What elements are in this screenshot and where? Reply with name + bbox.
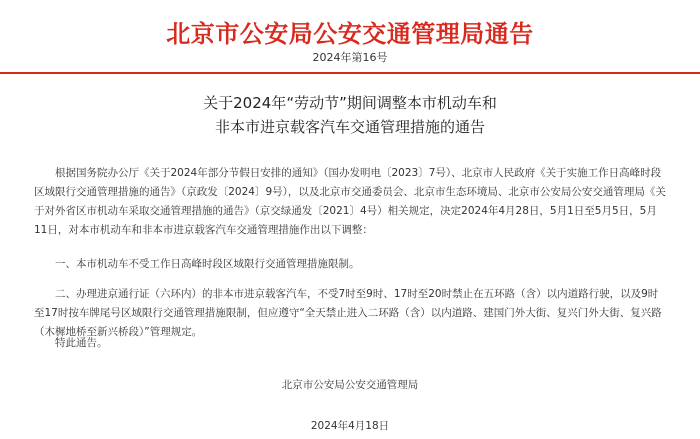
paragraph-item-1: 一、本市机动车不受工作日高峰时段区域限行交通管理措施限制。 <box>55 258 360 270</box>
issue-number: 2024年第16号 <box>312 51 388 64</box>
paragraph-preamble: 根据国务院办公厅《关于2024年部分节假日安排的通知》（国办发明电〔2023〕7号）、北京市人民政府《关于实施工作日高峰时段区域限行交通管理措施的通告》（京政发〔2024〕9号），以及北京市交通委员会、北京市生态环境局、北京市公安局公安交通管理局《关于对外省区市机动车采取交通管理措施的通告》（京交绿通发〔2021〕4号）相关规定，决定2024年4月28日，5月1日至5月5日，5月11日，对本市机动车和非本市进京载客汽车交通管理措施作出以下调整： <box>34 167 666 236</box>
document-title-line-1: 关于2024年“劳动节”期间调整本市机动车和 <box>203 94 497 112</box>
paragraph-item-2: 二、办理进京通行证（六环内）的非本市进京载客汽车，不受7时至9时、17时至20时禁止在五环路（含）以内道路行驶，以及9时至17时按车牌尾号区域限行交通管理措施限制，但应遵守“全天禁止进入二环路（含）以内道路、建国门外大街、复兴门外大街、复兴路（木樨地桥至新兴桥段）”管理规定。 <box>34 288 662 338</box>
notice-header-title: 北京市公安局公安交通管理局通告 <box>166 20 534 48</box>
issue-date: 2024年4月18日 <box>310 420 390 432</box>
paragraph-closing: 特此通告。 <box>55 337 108 349</box>
document-title-line-2: 非本市进京载客汽车交通管理措施的通告 <box>214 118 485 136</box>
red-divider <box>0 72 700 74</box>
document-title <box>0 91 700 139</box>
issuer-signature: 北京市公安局公安交通管理局 <box>281 379 419 391</box>
